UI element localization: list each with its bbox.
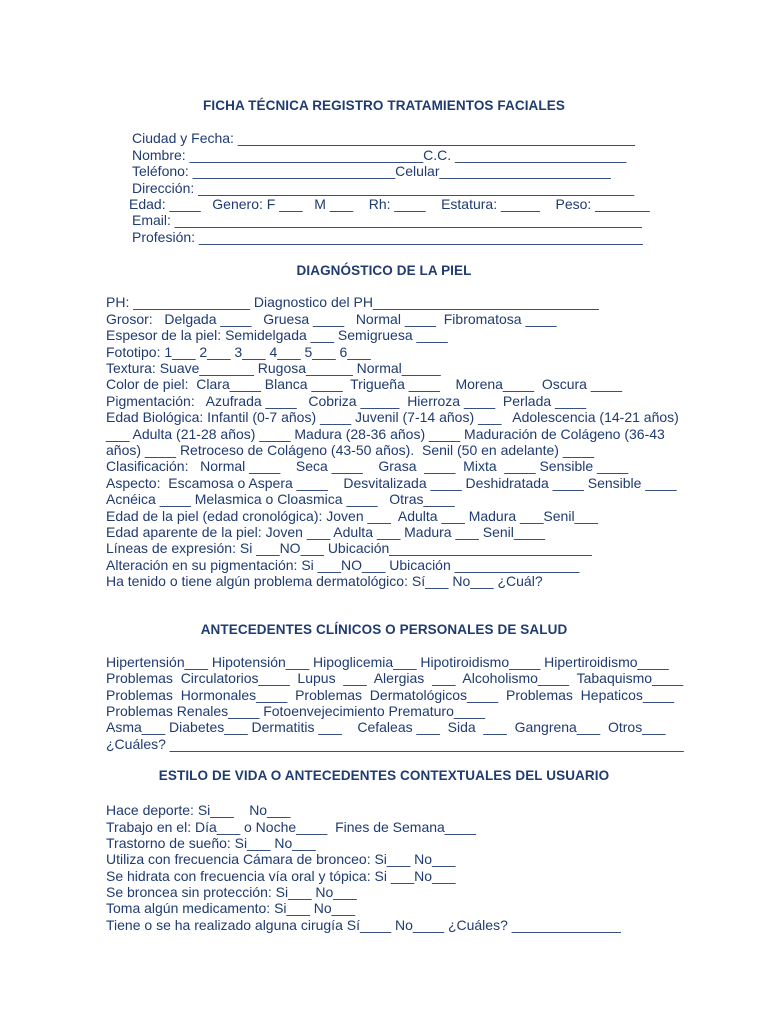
skin-line: Edad de la piel (edad cronológica): Joven ___ Adulta ___ Madura ___Senil___ bbox=[106, 508, 598, 524]
lifestyle-line: Toma algún medicamento: Si___ No___ bbox=[106, 900, 356, 916]
skin-line: Edad Biológica: Infantil (0-7 años) ____ Juvenil (7-14 años) ___ Adolescencia (14-21 años) bbox=[106, 409, 679, 425]
skin-line: Aspecto: Escamosa o Aspera ____ Desvitalizada ____ Deshidratada ____ Sensible ____ bbox=[106, 475, 677, 491]
clinical-line: Asma___ Diabetes___ Dermatitis ___ Cefaleas ___ Sida ___ Gangrena___ Otros___ bbox=[106, 719, 666, 735]
clinical-line: ¿Cuáles? __________________________________________________________________ bbox=[106, 736, 684, 752]
skin-line: Color de piel: Clara____ Blanca ____ Trigueña ____ Morena____ Oscura ____ bbox=[106, 376, 623, 392]
skin-line: Espesor de la piel: Semidelgada ___ Semigruesa ____ bbox=[106, 327, 448, 343]
clinical-line: Problemas Circulatorios____ Lupus ___ Alergias ___ Alcoholismo____ Tabaquismo____ bbox=[106, 670, 684, 686]
skin-line: Grosor: Delgada ____ Gruesa ____ Normal ____ Fibromatosa ____ bbox=[106, 311, 557, 327]
section-title-clinical: ANTECEDENTES CLÍNICOS O PERSONALES DE SALUD bbox=[200, 622, 568, 637]
skin-line: Fototipo: 1___ 2___ 3___ 4___ 5___ 6___ bbox=[106, 344, 371, 360]
clinical-line: Problemas Hormonales____ Problemas Dermatológicos____ Problemas Hepaticos____ bbox=[106, 687, 675, 703]
field-phone: Teléfono: __________________________Celular______________________ bbox=[132, 163, 611, 179]
lifestyle-line: Utiliza con frecuencia Cámara de bronceo: Si___ No___ bbox=[106, 851, 456, 867]
skin-line: años) ____ Retroceso de Colágeno (43-50 años). Senil (50 en adelante) ____ bbox=[106, 442, 594, 458]
field-profession: Profesión: _________________________________________________________ bbox=[132, 229, 643, 245]
skin-line: Textura: Suave_______ Rugosa______ Normal_____ bbox=[106, 360, 441, 376]
skin-line: Acnéica ____ Melasmica o Cloasmica ____ Otras____ bbox=[106, 491, 455, 507]
section-title-skin: DIAGNÓSTICO DE LA PIEL bbox=[296, 263, 472, 278]
section-title-lifestyle: ESTILO DE VIDA O ANTECEDENTES CONTEXTUALES DEL USUARIO bbox=[158, 768, 610, 783]
skin-line: Clasificación: Normal ____ Seca ____ Grasa ____ Mixta ____ Sensible ____ bbox=[106, 458, 629, 474]
field-name-cc: Nombre: ______________________________C.C. ______________________ bbox=[132, 147, 627, 163]
field-city-date: Ciudad y Fecha: ___________________________________________________ bbox=[132, 130, 635, 146]
field-address: Dirección: ________________________________________________________ bbox=[132, 180, 635, 196]
skin-line: PH: _______________ Diagnostico del PH_____________________________ bbox=[106, 294, 599, 310]
skin-line: Líneas de expresión: Si ___NO___ Ubicación__________________________ bbox=[106, 540, 592, 556]
skin-line: Edad aparente de la piel: Joven ___ Adulta ___ Madura ___ Senil____ bbox=[106, 524, 546, 540]
lifestyle-line: Se hidrata con frecuencia vía oral y tópica: Si ___No___ bbox=[106, 868, 456, 884]
form-title: FICHA TÉCNICA REGISTRO TRATAMIENTOS FACIALES bbox=[203, 98, 565, 113]
field-email: Email: ____________________________________________________________ bbox=[132, 212, 642, 228]
skin-line: Alteración en su pigmentación: Si ___NO___ Ubicación ________________ bbox=[106, 557, 580, 573]
lifestyle-line: Trastorno de sueño: Si___ No___ bbox=[106, 835, 316, 851]
clinical-line: Hipertensión___ Hipotensión___ Hipoglicemia___ Hipotiroidismo____ Hipertiroidismo____ bbox=[106, 654, 669, 670]
field-age-gender: Edad: ____ Genero: F ___ M ___ Rh: ____ Estatura: _____ Peso: _______ bbox=[129, 196, 650, 212]
skin-line: Pigmentación: Azufrada ____ Cobriza _____ Hierroza ____ Perlada ____ bbox=[106, 393, 587, 409]
lifestyle-line: Se broncea sin protección: Si___ No___ bbox=[106, 884, 357, 900]
lifestyle-line: Tiene o se ha realizado alguna cirugía Sí____ No____ ¿Cuáles? ______________ bbox=[106, 917, 621, 933]
clinical-line: Problemas Renales____ Fotoenvejecimiento Prematuro____ bbox=[106, 703, 485, 719]
lifestyle-line: Trabajo en el: Día___ o Noche____ Fines de Semana____ bbox=[106, 819, 476, 835]
lifestyle-line: Hace deporte: Si___ No___ bbox=[106, 802, 291, 818]
skin-line: Ha tenido o tiene algún problema dermatológico: Sí___ No___ ¿Cuál? bbox=[106, 573, 543, 589]
skin-line: ___ Adulta (21-28 años) ____ Madura (28-36 años) ____ Maduración de Colágeno (36-43 bbox=[106, 426, 665, 442]
